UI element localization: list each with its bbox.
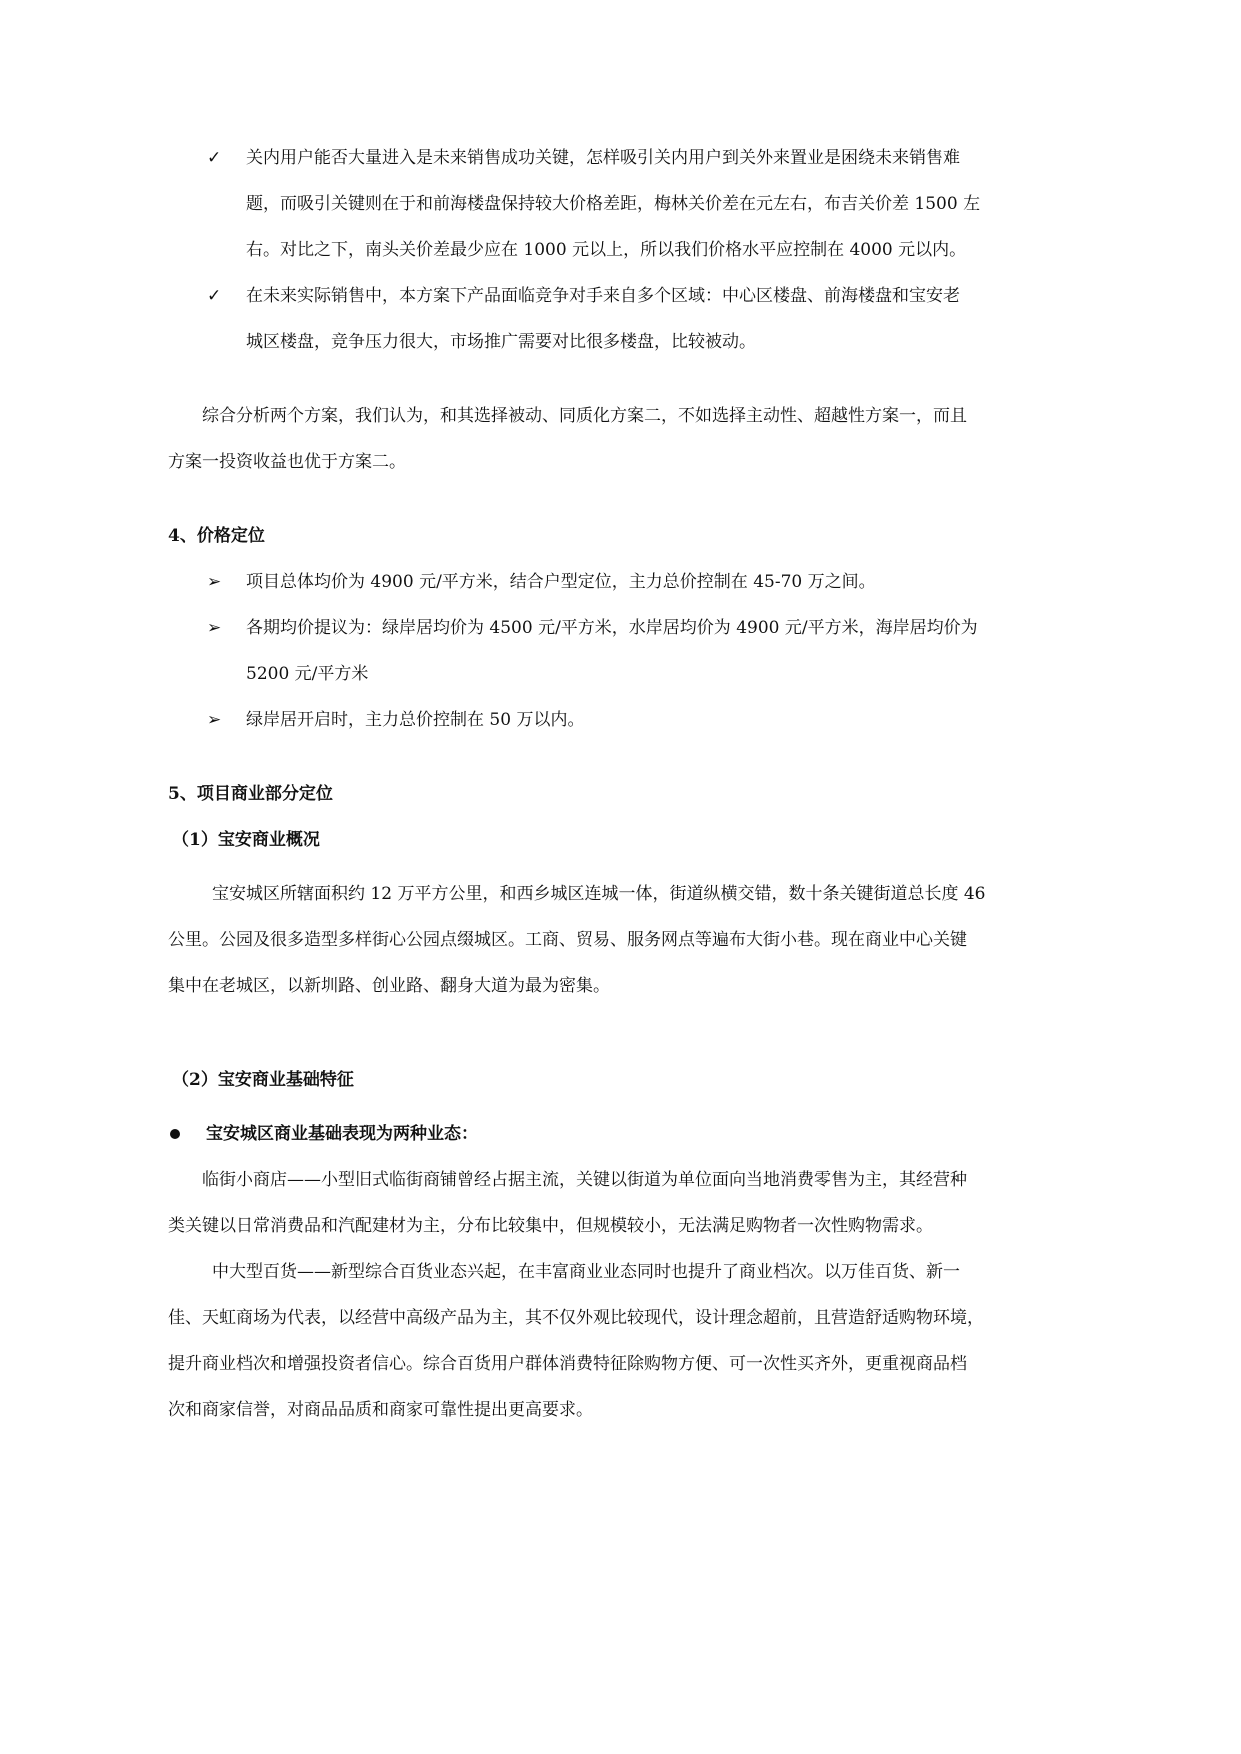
overview-line-1: 宝安城区所辖面积约 12 万平方公里，和西乡城区连城一体，街道纵横交错，数十条关键街道总长度 46 xyxy=(212,884,986,904)
price-item-2-line-1: 各期均价提议为：绿岸居均价为 4500 元/平方米，水岸居均价为 4900 元/平方米，海岸居均价为 xyxy=(246,618,978,638)
check-icon: ✓ xyxy=(207,286,222,306)
summary-line-1: 综合分析两个方案，我们认为，和其选择被动、同质化方案二，不如选择主动性、超越性方案一，而且 xyxy=(202,406,967,426)
arrow-bullet-icon: ➢ xyxy=(207,618,222,638)
check-item-2-line-2: 城区楼盘，竞争压力很大，市场推广需要对比很多楼盘，比较被动。 xyxy=(246,332,756,352)
overview-line-3: 集中在老城区，以新圳路、创业路、翻身大道为最为密集。 xyxy=(168,976,610,996)
check-item-2-line-1: 在未来实际销售中，本方案下产品面临竞争对手来自多个区域：中心区楼盘、前海楼盘和宝安老 xyxy=(246,286,960,306)
dept-para-line-3: 提升商业档次和增强投资者信心。综合百货用户群体消费特征除购物方便、可一次性买齐外，更重视商品档 xyxy=(168,1354,967,1374)
subsection-2-title: （2）宝安商业基础特征 xyxy=(172,1070,354,1090)
subsection-1-title: （1）宝安商业概况 xyxy=(172,830,320,850)
shop-para-line-2: 类关键以日常消费品和汽配建材为主，分布比较集中，但规模较小，无法满足购物者一次性购物需求。 xyxy=(168,1216,933,1236)
arrow-bullet-icon: ➢ xyxy=(207,572,222,592)
section-5-title: 5、项目商业部分定位 xyxy=(168,784,333,804)
dept-para-line-2: 佳、天虹商场为代表，以经营中高级产品为主，其不仅外观比较现代，设计理念超前，且营造舒适购物环境， xyxy=(168,1308,984,1328)
price-item-2-line-2: 5200 元/平方米 xyxy=(246,664,369,684)
check-item-1-line-3: 右。对比之下，南头关价差最少应在 1000 元以上，所以我们价格水平应控制在 4000 元以内。 xyxy=(246,240,967,260)
check-item-1-line-2: 题，而吸引关键则在于和前海楼盘保持较大价格差距，梅林关价差在元左右，布吉关价差 1500 左 xyxy=(246,194,981,214)
bullet-dot-icon xyxy=(170,1129,180,1139)
check-icon: ✓ xyxy=(207,148,222,168)
check-item-1-line-1: 关内用户能否大量进入是未来销售成功关键，怎样吸引关内用户到关外来置业是困绕未来销售难 xyxy=(246,148,960,168)
price-item-1: 项目总体均价为 4900 元/平方米，结合户型定位，主力总价控制在 45-70 万之间。 xyxy=(246,572,876,592)
summary-line-2: 方案一投资收益也优于方案二。 xyxy=(168,452,406,472)
shop-para-line-1: 临街小商店——小型旧式临街商铺曾经占据主流，关键以街道为单位面向当地消费零售为主，其经营种 xyxy=(202,1170,967,1190)
bullet-heading: 宝安城区商业基础表现为两种业态： xyxy=(206,1124,478,1144)
section-4-title: 4、价格定位 xyxy=(168,526,265,546)
arrow-bullet-icon: ➢ xyxy=(207,710,222,730)
price-item-3: 绿岸居开启时，主力总价控制在 50 万以内。 xyxy=(246,710,585,730)
overview-line-2: 公里。公园及很多造型多样街心公园点缀城区。工商、贸易、服务网点等遍布大街小巷。现在商业中心关键 xyxy=(168,930,967,950)
dept-para-line-1: 中大型百货——新型综合百货业态兴起，在丰富商业业态同时也提升了商业档次。以万佳百货、新一 xyxy=(212,1262,960,1282)
dept-para-line-4: 次和商家信誉，对商品品质和商家可靠性提出更高要求。 xyxy=(168,1400,593,1420)
